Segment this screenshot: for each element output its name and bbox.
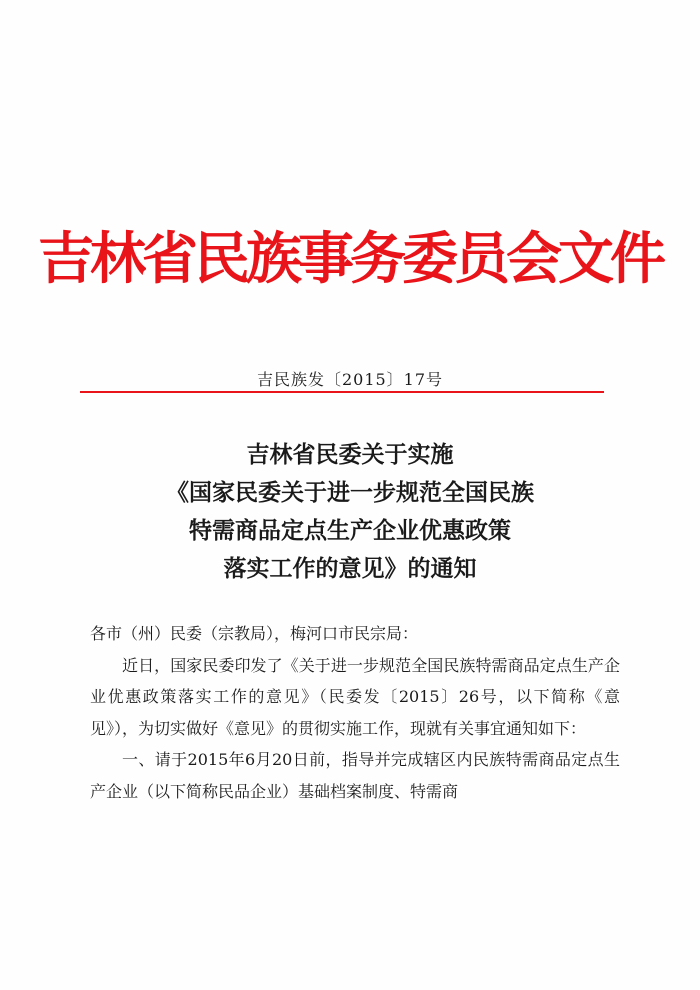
document-body	[90, 618, 620, 807]
document-title	[0, 436, 700, 588]
title-line: 吉林省民委关于实施	[246, 442, 454, 468]
title-line: 落实工作的意见》的通知	[223, 556, 477, 582]
document-number: 吉民族发〔2015〕17号	[256, 370, 444, 389]
title-line: 特需商品定点生产企业优惠政策	[189, 518, 511, 544]
title-line: 《国家民委关于进一步规范全国民族	[166, 480, 534, 506]
issuer-masthead: 吉林省民族事务委员会文件	[38, 227, 662, 292]
salutation: 各市（州）民委（宗教局），梅河口市民宗局：	[90, 624, 419, 643]
body-paragraph: 一、请于2015年6月20日前，指导并完成辖区内民族特需商品定点生产企业（以下简称民品企业）基础档案制度、特需商	[90, 750, 620, 801]
body-paragraph: 近日，国家民委印发了《关于进一步规范全国民族特需商品定点生产企业优惠政策落实工作的意见》（民委发〔2015〕26号，以下简称《意见》），为切实做好《意见》的贯彻实施工作，现就有关事宜通知如下：	[90, 655, 620, 738]
red-separator-line	[80, 391, 604, 393]
